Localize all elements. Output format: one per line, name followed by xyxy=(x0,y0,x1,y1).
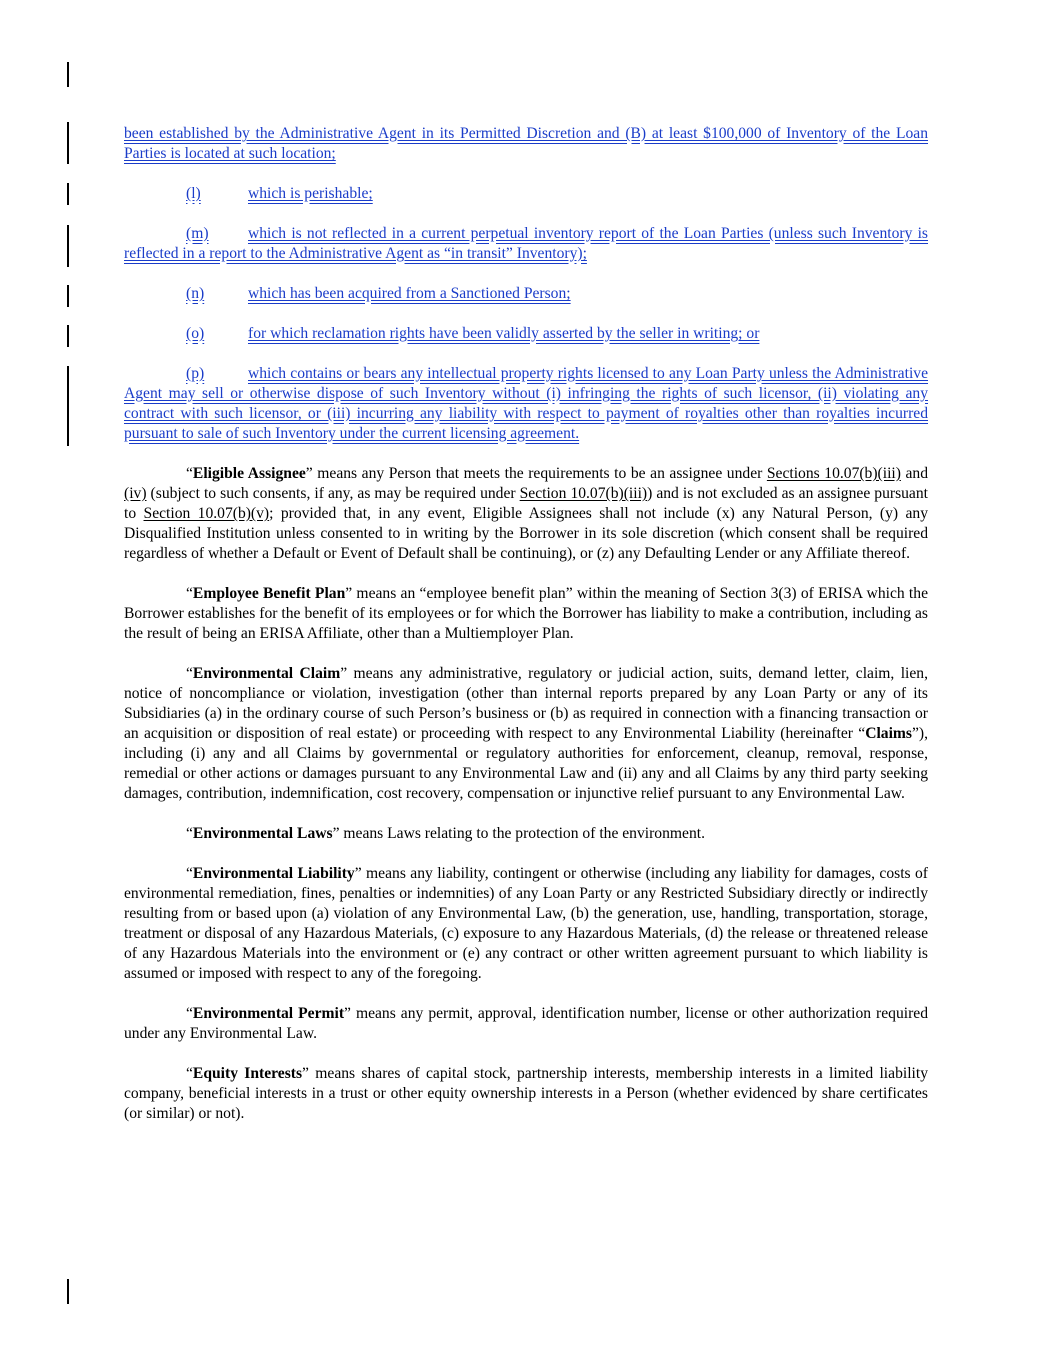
change-bar xyxy=(67,1279,69,1304)
paragraph-continued xyxy=(124,124,928,164)
section-reference: (iv) xyxy=(124,485,147,502)
list-item-text: which is perishable; xyxy=(248,185,373,202)
defined-term: Claims xyxy=(865,725,912,742)
document-page xyxy=(124,124,928,1144)
definition-environmental-permit: “Environmental Permit” means any permit, approval, identification number, license or other authorization required under any Environmental Law. xyxy=(124,1005,928,1042)
change-bar xyxy=(67,285,69,307)
list-item-number: (m) xyxy=(186,225,209,242)
list-item-text: which has been acquired from a Sanctioned Person; xyxy=(248,285,571,302)
definition-environmental-claim: “Environmental Claim” means any administrative, regulatory or judicial action, suits, demand letter, claim, lien, notice of noncompliance or violation, investigation (other than internal reports prepared by any Loan Party or any of its Subsidiaries (a) in the ordinary course of such Person’s business or (b) as required in connection with a financing transaction or an acquisition or disposition of real estate) or proceeding with respect to any Environmental Liability (hereinafter “Claims”), including (i) any and all Claims by governmental or regulatory authorities for enforcement, cleanup, removal, response, remedial or other actions or damages pursuant to any Environmental Law and (ii) any and all Claims by any third party seeking damages, contribution, indemnification, cost recovery, compensation or injunctive relief pursuant to any Environmental Law. xyxy=(124,665,928,802)
definition-environmental-laws: “Environmental Laws” means Laws relating to the protection of the environment. xyxy=(186,825,705,842)
list-item-number: (p) xyxy=(186,365,205,382)
defined-term: Eligible Assignee xyxy=(192,465,306,482)
change-bar xyxy=(67,366,69,446)
list-item-text: which is not reflected in a current perpetual inventory report of the Loan Parties (unless such Inventory is reflected in a report to the Administrative Agent as “in transit” Inventory); xyxy=(124,225,928,262)
defined-term: Environmental Laws xyxy=(192,825,333,842)
definition-equity-interests: “Equity Interests” means shares of capital stock, partnership interests, membership interests in a limited liability company, beneficial interests in a trust or other equity ownership interests in a Person (whether evidenced by share certificates (or similar) or not). xyxy=(124,1065,928,1122)
defined-term: Equity Interests xyxy=(192,1065,303,1082)
list-item-number: (o) xyxy=(186,325,205,342)
list-item-m xyxy=(124,224,928,264)
section-reference: Section 10.07(b)(v) xyxy=(143,505,270,522)
list-item-number: (l) xyxy=(186,185,201,202)
list-item-n xyxy=(124,284,928,304)
change-bar xyxy=(67,122,69,164)
defined-term: Employee Benefit Plan xyxy=(192,585,346,602)
list-item-l xyxy=(124,184,928,204)
change-bar xyxy=(67,62,69,87)
section-reference: Section 10.07(b)(iii) xyxy=(519,485,648,502)
list-item-p xyxy=(124,364,928,444)
definition-employee-benefit-plan: “Employee Benefit Plan” means an “employee benefit plan” within the meaning of Section 3(3) of ERISA which the Borrower establishes for the benefit of its employees or for which the Borrower has liability to make a contribution, including as the result of being an ERISA Affiliate, other than a Multiemployer Plan. xyxy=(124,585,928,642)
inserted-text: been established by the Administrative Agent in its Permitted Discretion and (B) at least $100,000 of Inventory of the Loan Parties is located at such location; xyxy=(124,125,928,162)
list-item-text: which contains or bears any intellectual property rights licensed to any Loan Party unless the Administrative Agent may sell or otherwise dispose of such Inventory without (i) infringing the rights of such licensor, (ii) violating any contract with such licensor, or (iii) incurring any liability with respect to payment of royalties other than royalties incurred pursuant to sale of such Inventory under the current licensing agreement. xyxy=(124,365,928,442)
defined-term: Environmental Liability xyxy=(192,865,355,882)
list-item-number: (n) xyxy=(186,285,205,302)
change-bar xyxy=(67,325,69,347)
list-item-o xyxy=(124,324,928,344)
change-bar xyxy=(67,183,69,205)
change-bar xyxy=(67,225,69,267)
definition-environmental-liability: “Environmental Liability” means any liability, contingent or otherwise (including any liability for damages, costs of environmental remediation, fines, penalties or indemnities) of any Loan Party or any Restricted Subsidiary directly or indirectly resulting from or based upon (a) violation of any Environmental Law, (b) the generation, use, handling, transportation, storage, treatment or disposal of any Hazardous Materials, (c) exposure to any Hazardous Materials, (d) the release or threatened release of any Hazardous Materials into the environment or (e) any contract or other written agreement pursuant to which liability is assumed or imposed with respect to any of the foregoing. xyxy=(124,865,928,982)
definition-eligible-assignee: “Eligible Assignee” means any Person that meets the requirements to be an assignee under Sections 10.07(b)(iii) and (iv) (subject to such consents, if any, as may be required under Section 10.07(b)(iii)) and is not excluded as an assignee pursuant to Section 10.07(b)(v); provided that, in any event, Eligible Assignees shall not include (x) any Natural Person, (y) any Disqualified Institution unless consented to in writing by the Borrower in its sole discretion (which consent shall be required regardless of whether a Default or Event of Default shall be continuing), or (z) any Defaulting Lender or any Affiliate thereof. xyxy=(124,465,929,562)
section-reference: Sections 10.07(b)(iii) xyxy=(766,465,901,482)
defined-term: Environmental Claim xyxy=(192,665,341,682)
defined-term: Environmental Permit xyxy=(192,1005,345,1022)
list-item-text: for which reclamation rights have been validly asserted by the seller in writing; or xyxy=(248,325,760,342)
